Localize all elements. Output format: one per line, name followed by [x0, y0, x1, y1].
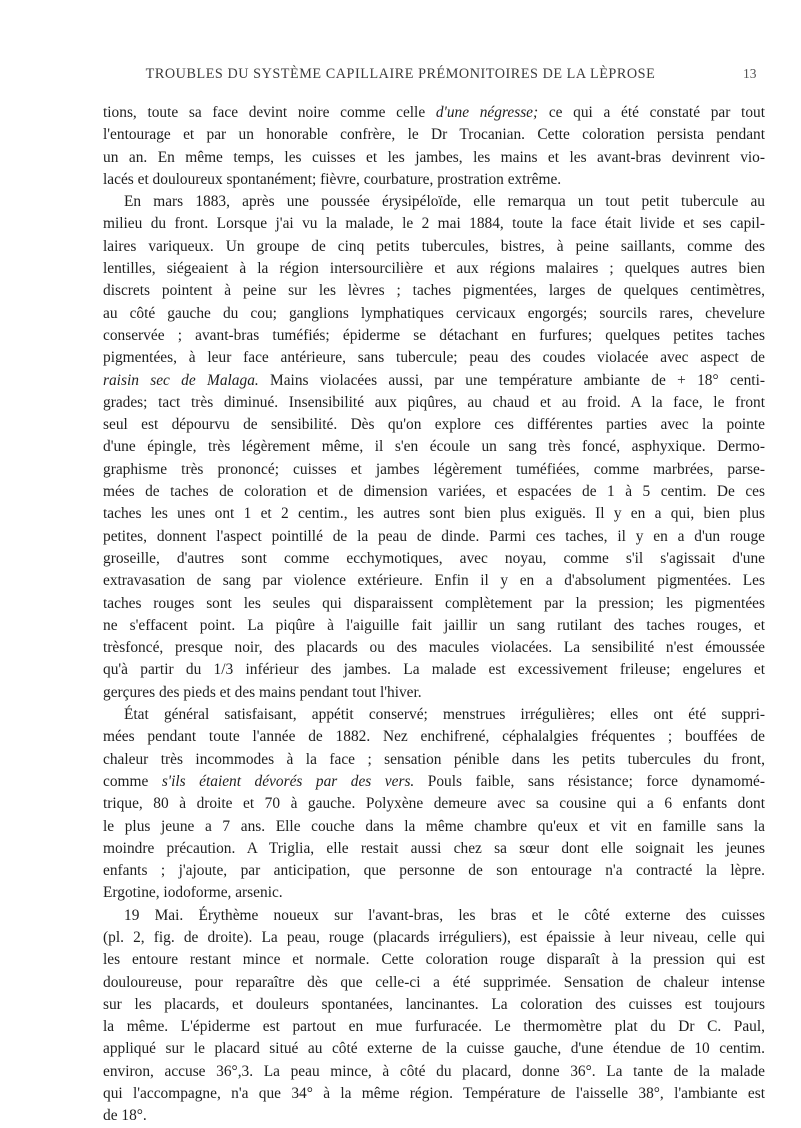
text-segment: Pouls faible, sans résistance; force dynamomé- [414, 772, 765, 790]
text-segment: l'entourage et par un honorable confrère, le Dr Trocanian. Cette coloration persista pendant [103, 126, 765, 144]
text-line [103, 459, 765, 481]
text-line [103, 927, 765, 949]
text-segment: chaleur très incommodes à la face ; sensation pénible dans les petits tubercules du front, [103, 750, 765, 768]
italic-segment: d'une négresse; [435, 104, 539, 121]
text-line [103, 637, 765, 659]
text-line [103, 481, 765, 503]
text-segment: d'une épingle, très légèrement même, il s'en écoule un sang très foncé, asphyxique. Dermo- [103, 438, 765, 456]
text-segment: lentilles, siégeaient à la région intersourcilière et aux régions malaires ; quelques autres bien [103, 260, 765, 278]
text-line [103, 526, 765, 548]
text-segment: Mains violacées aussi, par une température ambiante de + 18° centi- [258, 371, 765, 389]
text-line [103, 994, 765, 1016]
text-line [103, 436, 765, 458]
text-line [103, 213, 765, 235]
text-segment: État général satisfaisant, appétit conservé; menstrues irrégulières; elles ont été suppri- [124, 706, 765, 724]
text-line [103, 949, 765, 971]
text-segment: conservée ; avant-bras tuméfiés; épiderme se détachant en furfures; quelques petites taches [103, 326, 765, 344]
text-segment: trique, 80 à droite et 70 à gauche. Polyxène demeure avec sa cousine qui a 6 enfants dont [103, 795, 765, 813]
text-segment: taches les unes ont 1 et 2 centim., les autres sont bien plus exiguës. Il y en a qui, bien plus [103, 505, 765, 523]
text-line [103, 102, 765, 124]
text-line [103, 1016, 765, 1038]
text-line [103, 771, 765, 793]
text-line [103, 816, 765, 838]
text-line [103, 303, 765, 325]
text-segment: lacés et douloureux spontanément; fièvre, courbature, prostration extrême. [103, 170, 562, 188]
text-segment: trèsfoncé, presque noir, des placards ou des macules violacées. La sensibilité n'est émoussée [103, 639, 765, 657]
text-line [103, 392, 765, 414]
text-segment: tions, toute sa face devint noire comme celle [103, 104, 436, 121]
text-segment: extravasation de sang par violence extérieure. Enfin il y en a d'absolument pigmentées. Les [103, 572, 765, 590]
text-segment: qui l'accompagne, n'a que 34° à la même région. Température de l'aisselle 38°, l'ambiante est [103, 1085, 765, 1103]
text-line [103, 972, 765, 994]
text-line [103, 860, 765, 882]
text-segment: enfants ; j'ajoute, par anticipation, que personne de son entourage n'a contracté la lèpre. [103, 862, 765, 880]
text-segment: douloureuse, pour reparaître dès que celle-ci a été supprimée. Sensation de chaleur intense [103, 973, 765, 991]
text-segment: qu'à partir du 1/3 inférieur des jambes. La malade est excessivement frileuse; engelures et [103, 661, 765, 679]
text-segment: taches rouges sont les seules qui disparaissent complètement par la pression; les pigmentées [103, 594, 765, 612]
text-line [103, 749, 765, 771]
text-line [103, 726, 765, 748]
running-title: TROUBLES DU SYSTÈME CAPILLAIRE PRÉMONITOIRES DE LA LÈPROSE [145, 66, 656, 82]
text-segment: sur les placards, et douleurs spontanées, lancinantes. La coloration des cuisses est toujours [103, 995, 765, 1013]
text-line [103, 124, 765, 146]
text-segment: En mars 1883, après une poussée érysipéloïde, elle remarqua un tout petit tubercule au [124, 193, 765, 211]
text-line [103, 704, 765, 726]
text-segment: gerçures des pieds et des mains pendant tout l'hiver. [103, 683, 422, 701]
text-line [103, 1083, 765, 1105]
text-line [103, 593, 765, 615]
text-segment: ce qui a été constaté par tout [538, 104, 765, 121]
text-segment: environ, accuse 36°,3. La peau mince, à côté du placard, donne 36°. La tante de la malade [103, 1062, 765, 1080]
text-line [103, 325, 765, 347]
text-line [103, 882, 765, 904]
text-line [103, 659, 765, 681]
text-line [103, 191, 765, 213]
text-segment: la même. L'épiderme est partout en mue furfuracée. Le thermomètre plat du Dr C. Paul, [103, 1018, 765, 1036]
text-line [103, 236, 765, 258]
text-line [103, 258, 765, 280]
text-segment: milieu du front. Lorsque j'ai vu la malade, le 2 mai 1884, toute la face était livide et ses capil- [103, 215, 765, 233]
running-head [0, 66, 801, 86]
text-segment: ne s'effacent point. La piqûre à l'aiguille fait jaillir un sang rutilant des taches rouges, et [103, 616, 765, 634]
text-segment: mées de taches de coloration et de dimension variées, et espacées de 1 à 5 centim. De ces [103, 483, 765, 501]
text-segment: Ergotine, iodoforme, arsenic. [103, 884, 283, 902]
text-segment: 19 Mai. Érythème noueux sur l'avant-bras, les bras et le côté externe des cuisses [124, 906, 765, 924]
text-segment: de 18°. [103, 1107, 147, 1125]
italic-segment: s'ils étaient dévorés par des vers. [161, 772, 415, 790]
text-line [103, 838, 765, 860]
page-number: 13 [743, 66, 757, 81]
text-segment: comme [103, 772, 162, 790]
text-line [103, 503, 765, 525]
text-line [103, 147, 765, 169]
text-line [103, 1061, 765, 1083]
text-line [103, 280, 765, 302]
text-line [103, 347, 765, 369]
text-segment: discrets pointent à peine sur les lèvres ; taches pigmentées, larges de quelques centimètres, [103, 282, 765, 300]
text-line [103, 1038, 765, 1060]
text-segment: groseille, d'autres sont comme ecchymotiques, avec noyau, comme s'il s'agissait d'une [103, 549, 765, 567]
text-segment: le plus jeune a 7 ans. Elle couche dans la même chambre qu'eux et vit en famille sans la [103, 817, 765, 835]
text-segment: (pl. 2, fig. de droite). La peau, rouge (placards irréguliers), est épaissie à leur niveau, celle qui [103, 928, 765, 946]
text-segment: graphisme très prononcé; cuisses et jambes légèrement tuméfiées, comme marbrées, parse- [103, 460, 765, 478]
text-line [103, 570, 765, 592]
text-line [103, 682, 765, 704]
text-segment: seul est dépourvu de sensibilité. Dès qu'on explore ces différentes parties avec la pointe [103, 416, 765, 434]
text-line [103, 548, 765, 570]
text-line [103, 1105, 765, 1127]
text-segment: grades; tact très diminué. Insensibilité aux piqûres, au chaud et au froid. A la face, le front [103, 393, 765, 411]
text-line [103, 169, 765, 191]
text-segment: petites, donnent l'aspect pointillé de la peau de dinde. Parmi ces taches, il y en a d'un rouge [103, 527, 765, 545]
text-segment: les entoure restant mince et normale. Cette coloration rouge disparaît à la pression qui est [103, 951, 765, 969]
body-text [103, 102, 765, 1128]
text-line [103, 905, 765, 927]
text-segment: moindre précaution. A Triglia, elle restait aussi chez sa sœur dont elle soignait les jeunes [103, 839, 765, 857]
text-segment: pigmentées, à leur face antérieure, sans tubercule; peau des coudes violacée avec aspect de [103, 349, 765, 367]
text-segment: laires variqueux. Un groupe de cinq petits tubercules, bistres, à peine saillants, comme des [103, 237, 765, 255]
italic-segment: raisin sec de Malaga. [103, 371, 259, 389]
text-segment: appliqué sur le placard situé au côté externe de la cuisse gauche, d'une étendue de 10 centim. [103, 1040, 765, 1058]
text-line [103, 370, 765, 392]
text-line [103, 793, 765, 815]
text-segment: au côté gauche du cou; ganglions lymphatiques cervicaux engorgés; sourcils rares, chevelure [103, 304, 765, 322]
text-line [103, 615, 765, 637]
text-segment: un an. En même temps, les cuisses et les jambes, les mains et les avant-bras devinrent vio- [103, 148, 765, 166]
text-segment: mées pendant toute l'année de 1882. Nez enchifrené, céphalalgies fréquentes ; bouffées de [103, 728, 765, 746]
text-line [103, 414, 765, 436]
